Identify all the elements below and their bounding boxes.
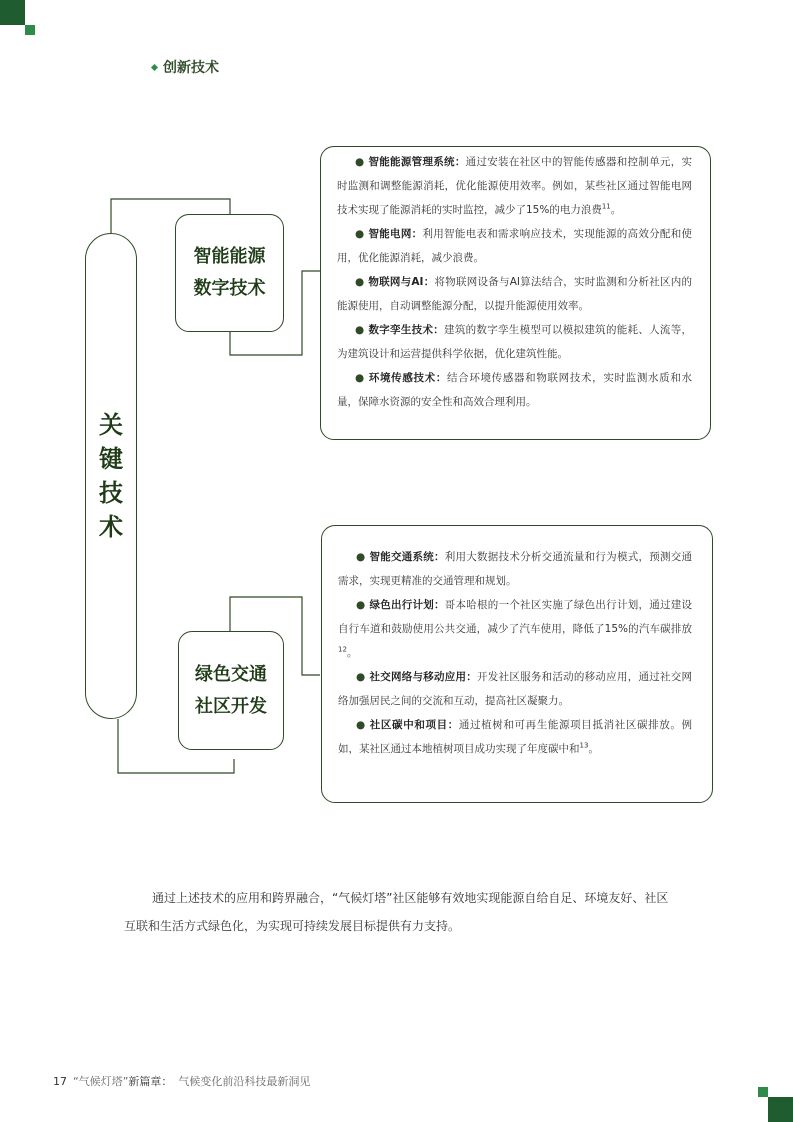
list-item: ● 社交网络与移动应用：开发社区服务和活动的移动应用，通过社交网络加强居民之间的交流和互动，提高社区凝聚力。 <box>338 671 693 707</box>
bullet-icon: ● <box>356 599 366 611</box>
section-heading-text: 创新技术 <box>163 60 219 76</box>
footnote-ref: 11 <box>601 202 611 211</box>
footer-series-suffix: 新篇章： <box>128 1075 173 1088</box>
footnote-ref: 12 <box>338 645 347 654</box>
bullet-icon: ● <box>356 671 366 683</box>
branch-title-line2: 社区开发 <box>195 695 267 717</box>
branch-title-line1: 绿色交通 <box>195 663 267 685</box>
page-number: 17 <box>53 1075 67 1088</box>
footer-subtitle: 气候变化前沿科技最新洞见 <box>178 1075 311 1088</box>
bullet-icon: ● <box>355 228 365 240</box>
list-item: ● 智能能源管理系统：通过安装在社区中的智能传感器和控制单元，实时监测和调整能源消耗，优化能源使用效率。例如，某些社区通过智能电网技术实现了能源消耗的实时监控，减少了15%的电力浪费$^{11}$。 <box>337 156 693 216</box>
detail-box-green-transport <box>321 525 713 803</box>
root-node <box>85 233 137 719</box>
list-item: ● 智能交通系统：利用大数据技术分析交通流量和行为模式，预测交通需求，实现更精准的交通管理和规划。 <box>338 551 693 587</box>
root-label: 关键技术 <box>99 411 123 541</box>
list-item: ● 智能电网：利用智能电表和需求响应技术，实现能源的高效分配和使用，优化能源消耗，减少浪费。 <box>337 228 693 264</box>
detail-box-smart-energy <box>320 146 711 440</box>
page-footer <box>53 1073 310 1089</box>
branch-node-smart-energy <box>175 214 284 332</box>
bullet-icon: ● <box>356 551 366 563</box>
branch-title-line1: 智能能源 <box>193 246 266 267</box>
bullet-icon: ● <box>355 324 365 336</box>
list-item: ● 物联网与AI：将物联网设备与AI算法结合，实时监测和分析社区内的能源使用，自动调整能源分配，以提升能源使用效率。 <box>337 276 692 312</box>
bullet-icon: ● <box>355 276 365 288</box>
list-item: ● 绿色出行计划：哥本哈根的一个社区实施了绿色出行计划，通过建设自行车道和鼓励使用公共交通，减少了汽车使用，降低了15%的汽车碳排放$^{12}$。 <box>338 599 693 659</box>
bullet-icon: ● <box>356 719 366 731</box>
footer-series: “气候灯塔” <box>73 1075 129 1088</box>
summary-paragraph: 通过上述技术的应用和跨界融合，“气候灯塔”社区能够有效地实现能源自给自足、环境友好、社区互联和生活方式绿色化，为实现可持续发展目标提供有力支持。 <box>124 891 669 933</box>
branch-title-line2: 数字技术 <box>193 278 266 299</box>
list-item: ● 社区碳中和项目：通过植树和可再生能源项目抵消社区碳排放。例如，某社区通过本地植树项目成功实现了年度碳中和$^{13}$。 <box>338 719 692 755</box>
footnote-ref: 13 <box>579 741 589 750</box>
bullet-icon: ● <box>355 156 365 168</box>
list-item: ● 数字孪生技术：建筑的数字孪生模型可以模拟建筑的能耗、人流等，为建筑设计和运营提供科学依据，优化建筑性能。 <box>337 324 693 360</box>
bullet-icon: ● <box>355 372 365 384</box>
list-item: ● 环境传感技术：结合环境传感器和物联网技术，实时监测水质和水量，保障水资源的安全性和高效合理利用。 <box>337 372 693 408</box>
branch-node-green-transport <box>178 631 284 750</box>
